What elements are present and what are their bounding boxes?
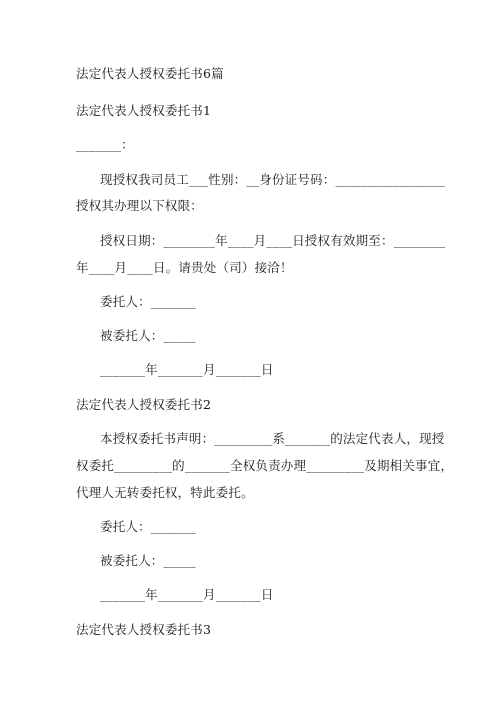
section-1-paragraph-2-line-2: 年____月____日。请贵处（司）接洽！ xyxy=(76,260,293,275)
section-1-paragraph-1-line-2: 授权其办理以下权限： xyxy=(76,198,204,213)
section-2-principal-line: 委托人：_______ xyxy=(100,519,196,534)
section-3-heading: 法定代表人授权委托书3 xyxy=(76,622,212,637)
section-2-agent-line: 被委托人：_____ xyxy=(100,553,196,568)
section-2-date-line: _______年_______月_______日 xyxy=(100,587,274,602)
section-1-paragraph-1-line-1: 现授权我司员工___性别：__身份证号码：_________________ xyxy=(100,172,446,187)
section-2-paragraph-line-1: 本授权委托书声明：_________系_______的法定代表人，现授 xyxy=(100,431,445,446)
section-1-date-line: _______年_______月_______日 xyxy=(100,362,274,377)
section-1-principal-line: 委托人：_______ xyxy=(100,294,196,309)
section-1-paragraph-2-line-1: 授权日期：________年____月____日授权有效期至：________ xyxy=(100,233,446,248)
section-2-paragraph-line-2: 权委托_________的_______全权负责办理_________及期相关事宜， xyxy=(76,458,454,473)
section-2-heading: 法定代表人授权委托书2 xyxy=(76,397,212,412)
section-1-heading: 法定代表人授权委托书1 xyxy=(76,103,212,118)
section-1-salutation: _______： xyxy=(76,137,134,152)
section-1-agent-line: 被委托人：_____ xyxy=(100,328,196,343)
document-title: 法定代表人授权委托书6篇 xyxy=(76,66,224,81)
section-2-paragraph-line-3: 代理人无转委托权，特此委托。 xyxy=(76,485,254,500)
